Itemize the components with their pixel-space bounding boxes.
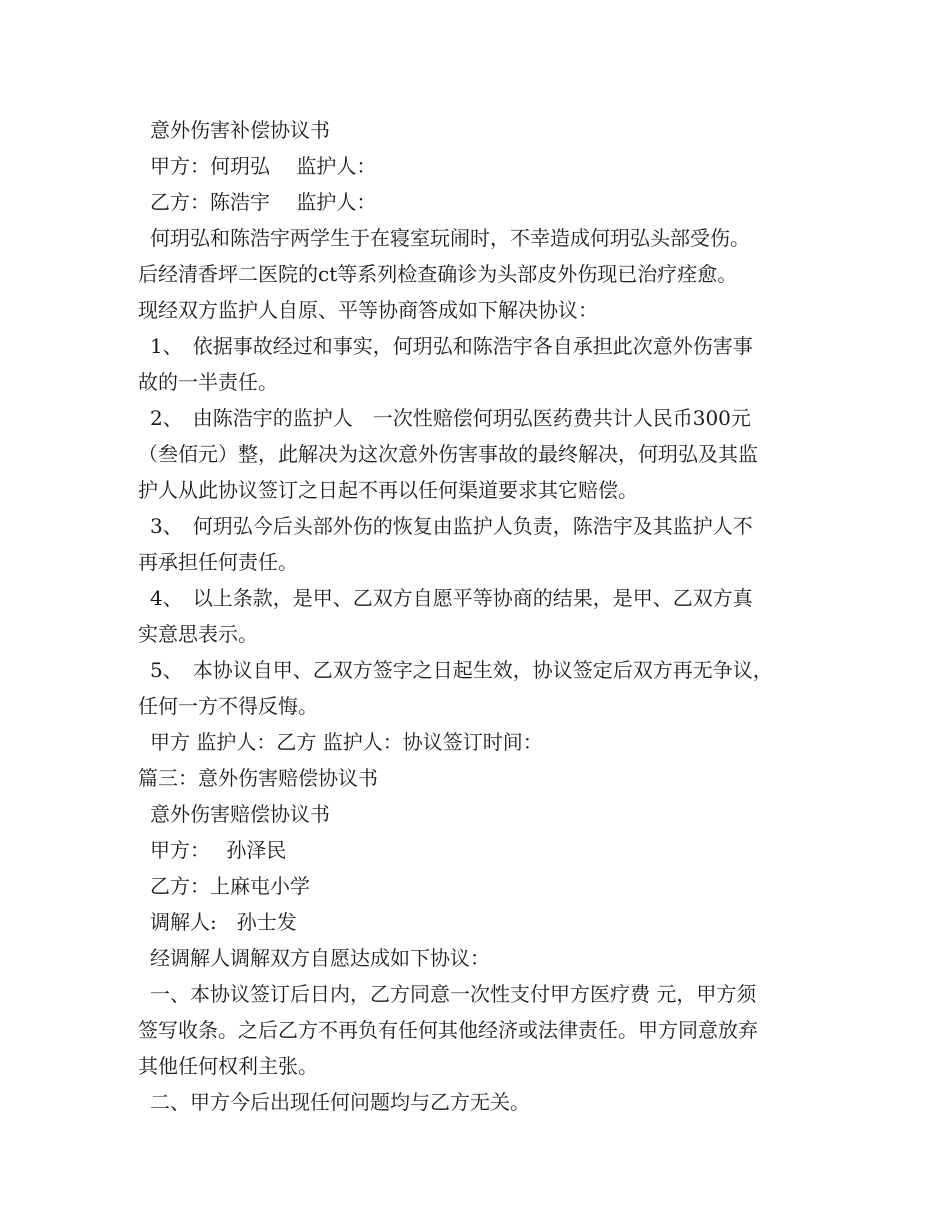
document-line: 4、 以上条款，是甲、乙双方自愿平等协商的结果，是甲、乙双方真: [150, 586, 753, 610]
document-line: 经调解人调解双方自愿达成如下协议：: [150, 946, 490, 970]
document-line: 意外伤害赔偿协议书: [150, 802, 330, 826]
document-line: 护人从此协议签订之日起不再以任何渠道要求其它赔偿。: [138, 478, 638, 502]
document-line: 其他任何权利主张。: [138, 1054, 318, 1078]
document-line: 篇三：意外伤害赔偿协议书: [138, 766, 378, 790]
document-line: 再承担任何责任。: [138, 550, 298, 574]
document-line: 签写收条。之后乙方不再负有任何其他经济或法律责任。甲方同意放弃: [138, 1018, 758, 1042]
document-line: 乙方：陈浩宇 监护人：: [150, 190, 377, 214]
document-line: 2、 由陈浩宇的监护人 一次性赔偿何玥弘医药费共计人民币300元: [150, 406, 751, 430]
document-line: 甲方：何玥弘 监护人：: [150, 154, 377, 178]
document-line: 甲方 监护人：乙方 监护人：协议签订时间：: [150, 730, 543, 754]
document-body: [138, 112, 838, 1120]
document-line: 实意思表示。: [138, 622, 258, 646]
document-line: 故的一半责任。: [138, 370, 278, 394]
document-line: 何玥弘和陈浩宇两学生于在寝室玩闹时，不幸造成何玥弘头部受伤。: [150, 226, 750, 250]
document-line: 5、 本协议自甲、乙双方签字之日起生效，协议签定后双方再无争议，: [150, 658, 773, 682]
document-line: 现经双方监护人自原、平等协商答成如下解决协议：: [138, 298, 598, 322]
document-line: 后经清香坪二医院的ct等系列检查确诊为头部皮外伤现已治疗痊愈。: [138, 262, 738, 286]
document-line: 二、甲方今后出现任何问题均与乙方无关。: [150, 1090, 530, 1114]
document-line: 3、 何玥弘今后头部外伤的恢复由监护人负责，陈浩宇及其监护人不: [150, 514, 753, 538]
document-line: 乙方：上麻屯小学: [150, 874, 310, 898]
document-line: 意外伤害补偿协议书: [150, 118, 330, 142]
document-line: 1、 依据事故经过和事实，何玥弘和陈浩宇各自承担此次意外伤害事: [150, 334, 753, 358]
document-line: 调解人: 孙士发: [150, 910, 297, 934]
document-line: （叁佰元）整，此解决为这次意外伤害事故的最终解决，何玥弘及其监: [138, 442, 758, 466]
document-line: 任何一方不得反悔。: [138, 694, 318, 718]
document-line: 甲方： 孙泽民: [150, 838, 287, 862]
document-line: 一、本协议签订后日内，乙方同意一次性支付甲方医疗费 元，甲方须: [150, 982, 757, 1006]
